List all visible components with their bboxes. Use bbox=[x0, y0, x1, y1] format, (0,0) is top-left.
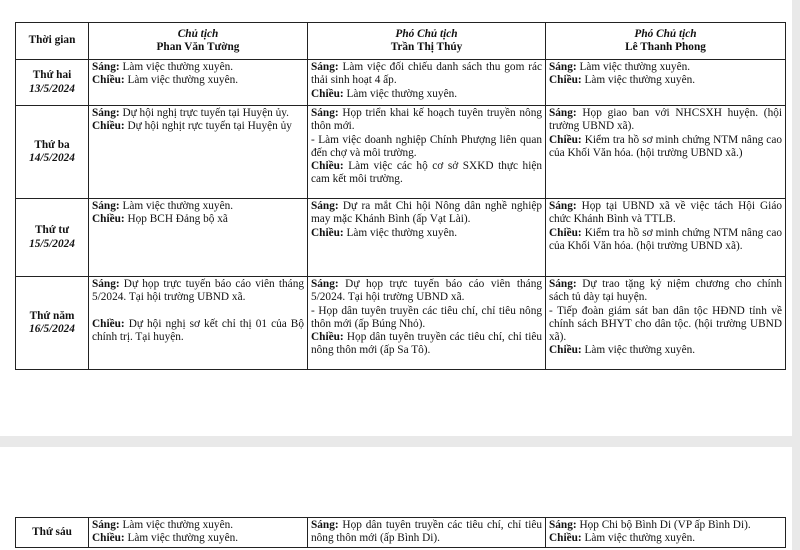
session-label: Chiều: bbox=[311, 331, 344, 344]
day-name: Thứ năm bbox=[29, 309, 75, 322]
schedule-cell bbox=[546, 518, 786, 548]
session-label: Sáng: bbox=[311, 519, 339, 531]
schedule-body-continued bbox=[16, 518, 786, 548]
header-person-3 bbox=[546, 23, 786, 60]
header-person-1 bbox=[89, 23, 308, 60]
schedule-entry bbox=[92, 120, 304, 133]
session-label: Sáng: bbox=[311, 107, 339, 119]
day-date: 16/5/2024 bbox=[29, 323, 75, 335]
schedule-cell bbox=[89, 106, 308, 199]
schedule-entry bbox=[311, 305, 542, 332]
session-label: Chiều: bbox=[549, 74, 582, 87]
session-text: - Họp dân tuyên truyền các tiêu chí, chỉ tiêu nông thôn mới (ấp Búng Nhỏ). bbox=[311, 304, 542, 330]
schedule-entry bbox=[92, 200, 304, 213]
schedule-cell bbox=[89, 277, 308, 370]
day-date: 13/5/2024 bbox=[29, 82, 75, 95]
day-date: 14/5/2024 bbox=[29, 152, 75, 164]
schedule-cell bbox=[546, 106, 786, 199]
schedule-entry bbox=[549, 344, 782, 357]
day-row bbox=[16, 106, 786, 199]
schedule-entry bbox=[549, 532, 782, 545]
session-text: Làm việc thường xuyên. bbox=[576, 61, 691, 73]
day-cell bbox=[16, 60, 89, 106]
day-row bbox=[16, 277, 786, 370]
session-text: Họp dân tuyên truyền các tiêu chí, chỉ tiêu nông thôn mới (ấp Sa Tô). bbox=[311, 331, 542, 357]
session-label: Sáng: bbox=[92, 200, 120, 212]
schedule-cell bbox=[89, 518, 308, 548]
session-label: Sáng: bbox=[92, 278, 120, 290]
session-text: Làm việc thường xuyên. bbox=[119, 200, 234, 212]
schedule-entry bbox=[549, 107, 782, 134]
schedule-entry bbox=[549, 134, 782, 161]
session-text: Làm việc thường xuyên. bbox=[119, 61, 234, 73]
person-name: Phan Văn Tường bbox=[156, 41, 240, 53]
schedule-cell bbox=[89, 60, 308, 106]
session-text: Dự hội nghịt rực tuyến tại Huyện ủy bbox=[124, 120, 292, 133]
day-name: Thứ sáu bbox=[32, 525, 72, 538]
session-text: Làm việc thường xuyên. bbox=[581, 344, 696, 357]
schedule-entry bbox=[92, 519, 304, 532]
header-row bbox=[16, 23, 786, 60]
schedule-entry bbox=[311, 227, 542, 240]
schedule-cell bbox=[308, 277, 546, 370]
session-text: Họp BCH Đảng bộ xã bbox=[124, 213, 228, 226]
day-cell bbox=[16, 277, 89, 370]
schedule-entry bbox=[311, 134, 542, 161]
session-text: Họp Chi bộ Bình Di (VP ấp Bình Di). bbox=[576, 519, 751, 531]
session-label: Chiều: bbox=[311, 87, 344, 100]
person-role: Phó Chủ tịch bbox=[634, 27, 697, 40]
session-text: Làm việc các hộ cơ sở SXKD thực hiện cam kết môi trường. bbox=[311, 160, 542, 186]
session-text: Dự trao tặng kỷ niệm chương cho chính sách tủ dày tại huyện. bbox=[549, 278, 782, 304]
schedule-entry bbox=[311, 278, 542, 305]
schedule-body bbox=[16, 60, 786, 370]
session-text: Dự hội nghị trực tuyến tại Huyện ủy. bbox=[119, 107, 289, 119]
session-text: Làm việc thường xuyên. bbox=[581, 532, 696, 545]
schedule-cell bbox=[308, 106, 546, 199]
session-text: Kiểm tra hồ sơ minh chứng NTM nâng cao của Khối Văn hóa. (hội trường UBND xã.) bbox=[549, 133, 782, 159]
session-text: Họp tại UBND xã về việc tách Hội Giáo chức Khánh Bình và TTLB. bbox=[549, 200, 782, 226]
session-text: Làm việc đối chiếu danh sách thu gom rác thải sinh hoạt 4 ấp. bbox=[311, 61, 542, 87]
session-text: - Làm việc doanh nghiệp Chính Phượng liên quan đến chợ và môi trường. bbox=[311, 133, 542, 159]
session-label: Chiều: bbox=[92, 317, 125, 330]
schedule-entry bbox=[549, 74, 782, 87]
schedule-entry bbox=[311, 88, 542, 101]
person-name: Lê Thanh Phong bbox=[625, 41, 706, 53]
session-label: Chiều: bbox=[549, 344, 582, 357]
day-row bbox=[16, 60, 786, 106]
schedule-entry bbox=[311, 61, 542, 88]
document-page-2 bbox=[0, 447, 792, 550]
schedule-entry bbox=[311, 160, 542, 187]
session-text: Dự ra mắt Chi hội Nông dân nghề nghiệp may mặc Khánh Bình (ấp Vạt Lài). bbox=[311, 200, 542, 226]
session-label: Sáng: bbox=[311, 200, 339, 212]
schedule-table-continued bbox=[15, 517, 786, 548]
day-name: Thứ tư bbox=[35, 224, 69, 237]
session-label: Sáng: bbox=[549, 200, 577, 212]
session-label: Sáng: bbox=[311, 278, 339, 290]
schedule-entry bbox=[92, 107, 304, 120]
session-label: Sáng: bbox=[549, 61, 577, 73]
schedule-entry bbox=[549, 227, 782, 254]
session-text: Kiểm tra hồ sơ minh chứng NTM nâng cao của Khối Văn hóa. (hội trường UBND xã). bbox=[549, 226, 782, 252]
schedule-entry bbox=[311, 107, 542, 134]
schedule-cell bbox=[308, 199, 546, 277]
session-text: Họp dân tuyên truyền các tiêu chí, chỉ tiêu nông thôn mới (ấp Bình Di). bbox=[311, 519, 542, 545]
session-text: Dự họp trực tuyến báo cáo viên tháng 5/2024. Tại hội trường UBND xã. bbox=[92, 278, 304, 304]
session-text: Họp triển khai kế hoạch tuyên truyền nông thôn mới. bbox=[311, 107, 542, 133]
session-text: - Tiếp đoàn giám sát ban dân tộc HĐND tỉnh về chính sách BHYT cho dân tộc. (hội trường UBND xã). bbox=[549, 304, 782, 344]
person-role: Chủ tịch bbox=[177, 27, 219, 40]
schedule-cell bbox=[89, 199, 308, 277]
session-text: Dự hội nghị sơ kết chỉ thị 01 của Bộ chính trị. Tại huyện. bbox=[92, 317, 304, 343]
session-text: Làm việc thường xuyên. bbox=[124, 532, 239, 545]
session-text: Họp giao ban với NHCSXH huyện. (hội trường UBND xã). bbox=[549, 107, 782, 133]
session-label: Chiều: bbox=[92, 120, 125, 133]
day-row bbox=[16, 518, 786, 548]
session-label: Chiều: bbox=[549, 133, 582, 146]
spacer bbox=[92, 305, 304, 318]
schedule-entry bbox=[311, 331, 542, 358]
schedule-cell bbox=[546, 199, 786, 277]
session-label: Sáng: bbox=[549, 519, 577, 531]
day-name: Thứ hai bbox=[32, 69, 72, 82]
session-label: Sáng: bbox=[549, 278, 577, 290]
session-label: Chiều: bbox=[549, 532, 582, 545]
session-label: Chiều: bbox=[92, 74, 125, 87]
day-cell bbox=[16, 518, 89, 548]
session-label: Chiều: bbox=[92, 213, 125, 226]
schedule-entry bbox=[92, 74, 304, 87]
schedule-entry bbox=[92, 278, 304, 305]
session-label: Sáng: bbox=[549, 107, 577, 119]
header-person-2 bbox=[308, 23, 546, 60]
day-name: Thứ ba bbox=[34, 138, 70, 151]
schedule-entry bbox=[549, 519, 782, 532]
session-text: Làm việc thường xuyên. bbox=[124, 74, 239, 87]
person-name: Trần Thị Thúy bbox=[390, 41, 463, 53]
session-text: Làm việc thường xuyên. bbox=[343, 87, 458, 100]
session-text: Làm việc thường xuyên. bbox=[119, 519, 234, 531]
header-time: Thời gian bbox=[16, 23, 89, 60]
schedule-entry bbox=[549, 61, 782, 74]
schedule-entry bbox=[311, 200, 542, 227]
session-label: Sáng: bbox=[92, 519, 120, 531]
day-cell bbox=[16, 199, 89, 277]
schedule-entry bbox=[549, 305, 782, 345]
day-row bbox=[16, 199, 786, 277]
session-text: Dự họp trực tuyến báo cáo viên tháng 5/2024. Tại hội trường UBND xã. bbox=[311, 278, 542, 304]
session-label: Chiều: bbox=[311, 226, 344, 239]
session-label: Sáng: bbox=[92, 61, 120, 73]
schedule-entry bbox=[92, 213, 304, 226]
schedule-entry bbox=[92, 61, 304, 74]
schedule-entry bbox=[311, 519, 542, 546]
schedule-entry bbox=[549, 278, 782, 305]
day-date: 15/5/2024 bbox=[29, 237, 75, 250]
schedule-entry bbox=[92, 532, 304, 545]
schedule-entry bbox=[92, 318, 304, 345]
session-label: Chiều: bbox=[92, 532, 125, 545]
schedule-cell bbox=[546, 60, 786, 106]
session-label: Chiều: bbox=[311, 160, 344, 173]
schedule-cell bbox=[308, 60, 546, 106]
session-label: Sáng: bbox=[311, 61, 339, 73]
day-cell bbox=[16, 106, 89, 199]
schedule-entry bbox=[549, 200, 782, 227]
session-text: Làm việc thường xuyên. bbox=[343, 226, 458, 239]
schedule-cell bbox=[546, 277, 786, 370]
person-role: Phó Chủ tịch bbox=[395, 27, 458, 40]
session-text: Làm việc thường xuyên. bbox=[581, 74, 696, 87]
session-label: Chiều: bbox=[549, 226, 582, 239]
session-label: Sáng: bbox=[92, 107, 120, 119]
schedule-table bbox=[15, 22, 786, 370]
schedule-cell bbox=[308, 518, 546, 548]
